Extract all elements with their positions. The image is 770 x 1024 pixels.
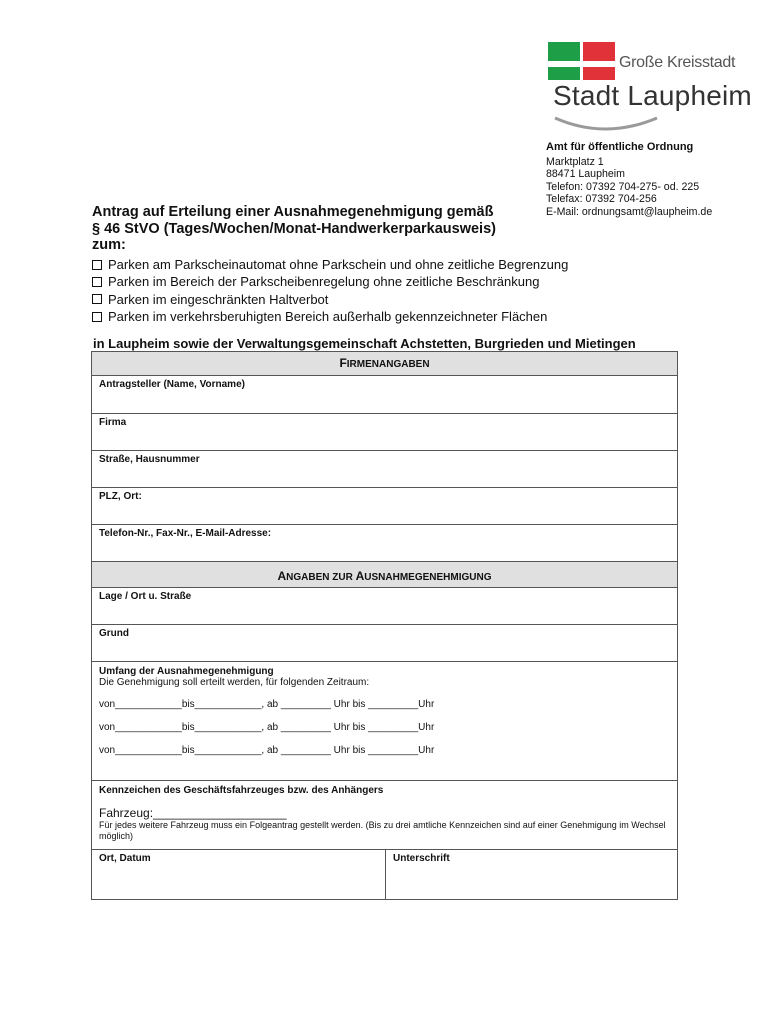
field-label: Lage / Ort u. Straße (99, 591, 192, 602)
option-checkbox[interactable] (92, 277, 102, 287)
period-line-2[interactable]: von____________bis____________, ab _________ Uhr bis _________Uhr (99, 722, 435, 733)
title-line-1: Antrag auf Erteilung einer Ausnahmegenehmigung gemäß (92, 204, 494, 220)
field-label: Firma (99, 417, 127, 428)
option-checkbox[interactable] (92, 260, 102, 270)
scope-section (92, 662, 677, 781)
option-row (92, 308, 568, 325)
form-title (92, 204, 542, 254)
period-line-3[interactable]: von____________bis____________, ab _________ Uhr bis _________Uhr (99, 745, 435, 756)
vehicle-section (92, 781, 677, 850)
field-label: Straße, Hausnummer (99, 454, 200, 465)
office-name: Amt für öffentliche Ordnung (546, 141, 694, 153)
contact-street: Marktplatz 1 (546, 155, 604, 168)
field-label: Ort, Datum (99, 853, 151, 864)
contact-phone: Telefon: 07392 704-275- od. 225 (546, 180, 700, 193)
title-line-3: zum: (92, 237, 126, 254)
option-checkbox[interactable] (92, 294, 102, 304)
place-date-field[interactable] (92, 850, 386, 899)
vehicle-note: Für jedes weitere Fahrzeug muss ein Folgeantrag gestellt werden. (Bis zu drei amtliche Kennzeichen sind auf einer Genehmigung im Wechsel möglich) (99, 820, 666, 841)
vehicle-input[interactable]: Fahrzeug:____________________ (99, 806, 287, 820)
header-cap: F (339, 356, 347, 370)
applicant-field[interactable] (92, 376, 677, 414)
header-rest: USNAHMEGENEHMIGUNG (364, 572, 492, 583)
logo-text-big: Stadt Laupheim (553, 80, 752, 111)
field-label: PLZ, Ort: (99, 491, 142, 502)
zip-city-field[interactable] (92, 488, 677, 525)
signature-row (92, 850, 677, 899)
parking-options (92, 256, 568, 325)
street-field[interactable] (92, 451, 677, 488)
city-logo (545, 40, 752, 135)
scope-label: Umfang der Ausnahmegenehmigung (99, 666, 274, 677)
reason-field[interactable] (92, 625, 677, 662)
location-field[interactable] (92, 588, 677, 625)
application-form (91, 351, 678, 900)
company-field[interactable] (92, 414, 677, 451)
contact-fax: Telefax: 07392 704-256 (546, 193, 657, 206)
option-label: Parken im verkehrsberuhigten Bereich außerhalb gekennzeichneter Flächen (108, 308, 548, 324)
option-label: Parken im Bereich der Parkscheibenregelung ohne zeitliche Beschränkung (108, 274, 540, 290)
field-label: Unterschrift (393, 853, 450, 864)
option-checkbox[interactable] (92, 312, 102, 322)
field-label: Antragsteller (Name, Vorname) (99, 379, 245, 390)
period-line-1[interactable]: von____________bis____________, ab _________ Uhr bis _________Uhr (99, 699, 435, 710)
logo-text-small: Große Kreisstadt (619, 54, 736, 71)
header-cap: A (355, 569, 365, 583)
option-label: Parken am Parkscheinautomat ohne Parkschein und ohne zeitliche Begrenzung (108, 257, 569, 272)
option-row (92, 256, 568, 273)
field-label: Grund (99, 628, 129, 639)
header-cap: A (277, 569, 287, 583)
contact-block (546, 141, 761, 219)
header-rest: IRMENANGABEN (346, 359, 430, 370)
contact-city: 88471 Laupheim (546, 168, 625, 181)
region-statement: in Laupheim sowie der Verwaltungsgemeinschaft Achstetten, Burgrieden und Mietingen (93, 336, 636, 351)
scope-text: Die Genehmigung soll erteilt werden, für folgenden Zeitraum: (99, 677, 370, 688)
field-label: Telefon-Nr., Fax-Nr., E-Mail-Adresse: (99, 528, 272, 539)
signature-field[interactable] (386, 850, 677, 899)
option-row (92, 291, 568, 308)
contact-field[interactable] (92, 525, 677, 562)
contact-email: E-Mail: ordnungsamt@laupheim.de (546, 205, 713, 218)
section-header-permit (92, 562, 677, 588)
option-row (92, 273, 568, 290)
vehicle-label: Kennzeichen des Geschäftsfahrzeuges bzw. des Anhängers (99, 785, 384, 796)
option-label: Parken im eingeschränkten Haltverbot (108, 291, 329, 307)
header-rest: NGABEN ZUR (286, 572, 356, 583)
title-line-2: § 46 StVO (Tages/Wochen/Monat-Handwerkerparkausweis) (92, 220, 496, 237)
section-header-company (92, 352, 677, 376)
